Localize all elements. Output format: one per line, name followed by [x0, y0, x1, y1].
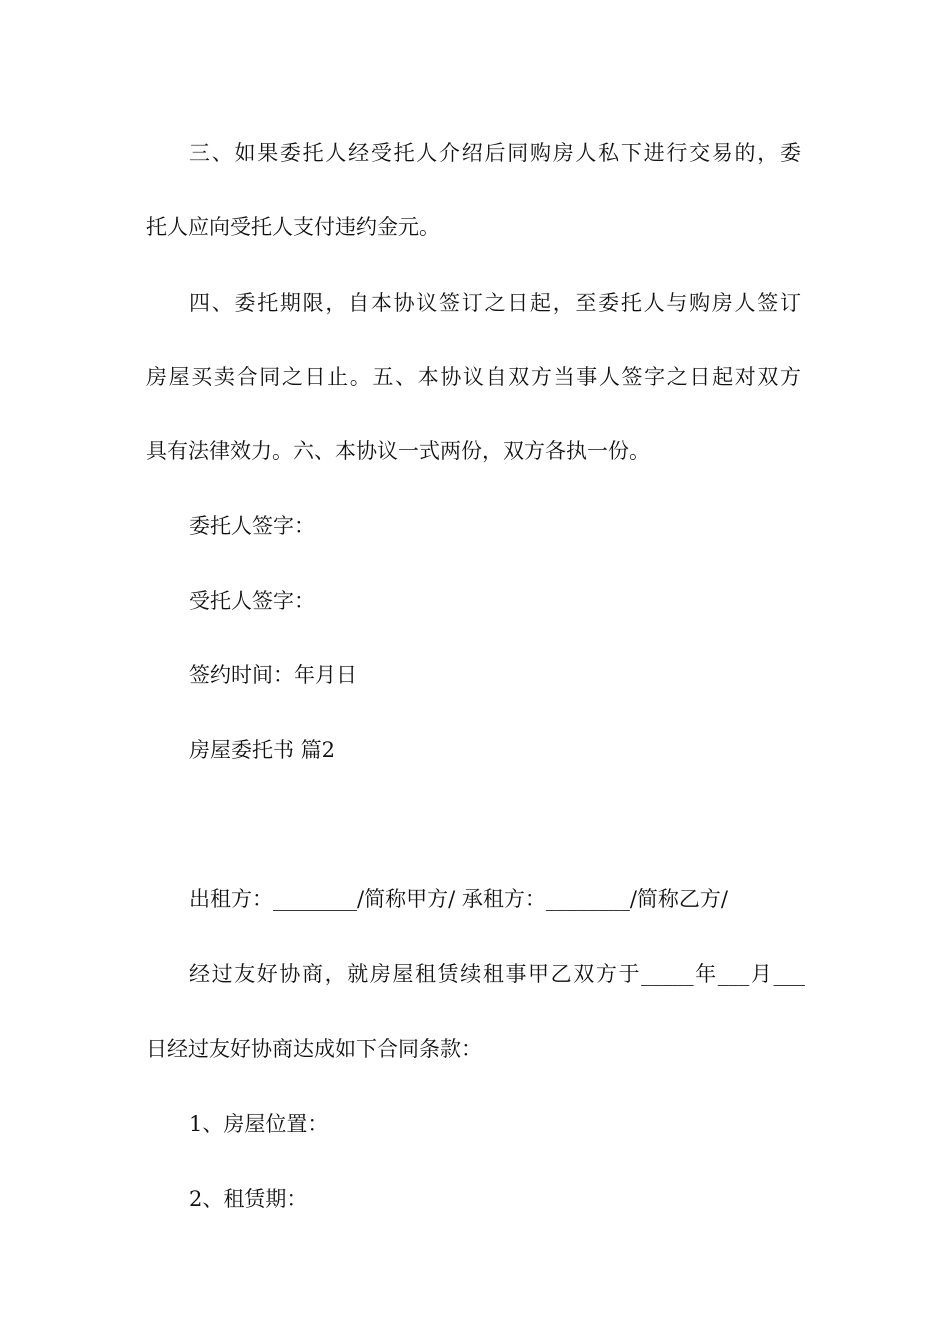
- paragraph-line: 四、委托期限，自本协议签订之日起，至委托人与购房人签订: [189, 291, 801, 315]
- paragraph-line: 房屋买卖合同之日止。五、本协议自双方当事人签字之日起对双方: [146, 365, 801, 389]
- paragraph-line: 日经过友好协商达成如下合同条款：: [146, 1037, 482, 1061]
- parties-line: 出租方：________/简称甲方/ 承租方：________/简称乙方/: [189, 887, 728, 911]
- paragraph-line: 托人应向受托人支付违约金元。: [146, 215, 440, 239]
- clause-lease-period: 2、租赁期：: [189, 1187, 308, 1211]
- clause-house-location: 1、房屋位置：: [189, 1112, 329, 1136]
- paragraph-line: 三、如果委托人经受托人介绍后同购房人私下进行交易的，委: [189, 141, 801, 165]
- consignor-signature-label: 委托人签字：: [189, 514, 315, 538]
- signing-date-label: 签约时间：年月日: [189, 663, 357, 687]
- paragraph-line: 经过友好协商，就房屋租赁续租事甲乙双方于_____年___月___: [189, 962, 805, 986]
- section-heading: 房屋委托书 篇2: [189, 738, 336, 762]
- paragraph-line: 具有法律效力。六、本协议一式两份，双方各执一份。: [146, 439, 650, 463]
- consignee-signature-label: 受托人签字：: [189, 589, 315, 613]
